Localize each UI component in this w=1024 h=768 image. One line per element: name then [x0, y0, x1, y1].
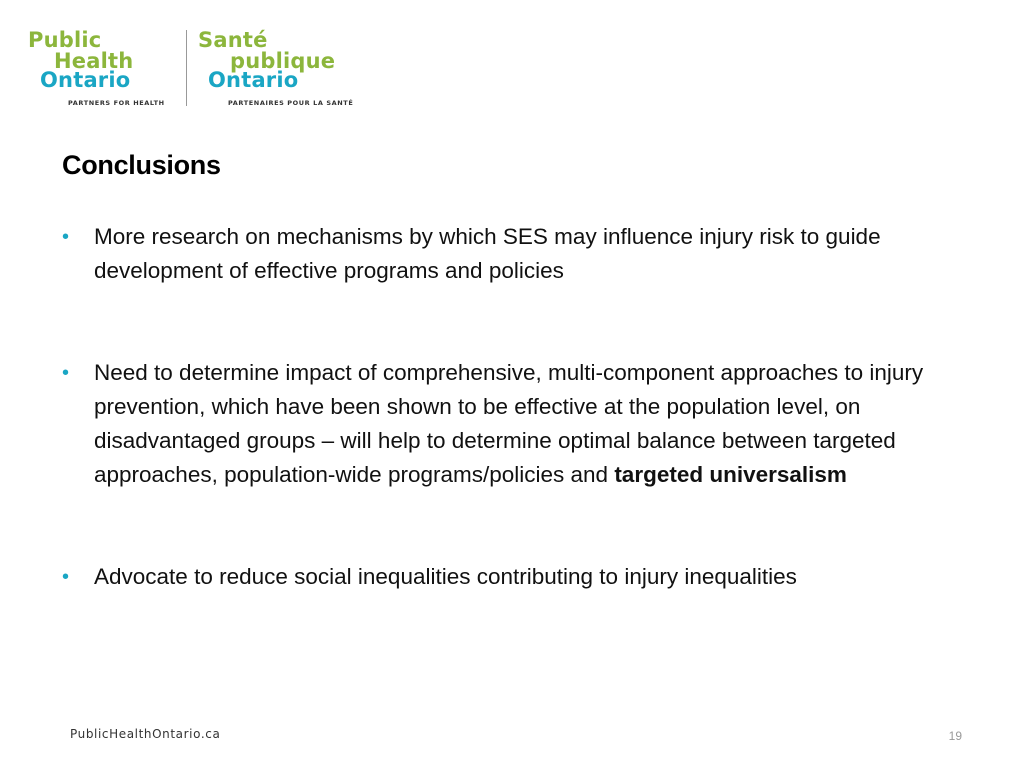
bullet-text-container [94, 360, 923, 487]
bullet-item [62, 356, 962, 492]
public-health-ontario-logo [28, 28, 368, 110]
bullet-item [62, 220, 962, 288]
logo-fr-line2: publique [230, 49, 336, 73]
bullet-item [62, 560, 962, 594]
logo-en-line3: Ontario [40, 68, 131, 92]
logo-divider [186, 30, 187, 106]
bullet-list [62, 220, 962, 594]
logo-en-line1: Public [28, 28, 102, 52]
footer-website-link[interactable]: PublicHealthOntario.ca [70, 727, 221, 741]
logo-en-line2: Health [54, 49, 134, 73]
logo-fr-tagline: PARTENAIRES POUR LA SANTÉ [228, 99, 354, 107]
logo-fr-line1: Santé [198, 28, 268, 52]
bullet-icon: • [62, 226, 70, 248]
bullet-text: Advocate to reduce social inequalities contributing to injury inequalities [94, 564, 797, 589]
slide-title: Conclusions [62, 150, 221, 180]
bullet-emphasis: targeted universalism [614, 462, 847, 487]
bullet-text: More research on mechanisms by which SES may influence injury risk to guide development of effective programs and policies [94, 224, 881, 283]
logo-fr-line3: Ontario [208, 68, 299, 92]
page-number: 19 [948, 729, 962, 743]
bullet-icon: • [62, 362, 70, 384]
logo-en-tagline: PARTNERS FOR HEALTH [68, 99, 165, 107]
bullet-text: Need to determine impact of comprehensive, multi-component approaches to injury prevention, which have been shown to be effective at the population level, on disadvantaged groups – will help to determine optimal balance between targeted approaches, population-wide programs/policies and [94, 360, 924, 487]
bullet-icon: • [62, 566, 70, 588]
